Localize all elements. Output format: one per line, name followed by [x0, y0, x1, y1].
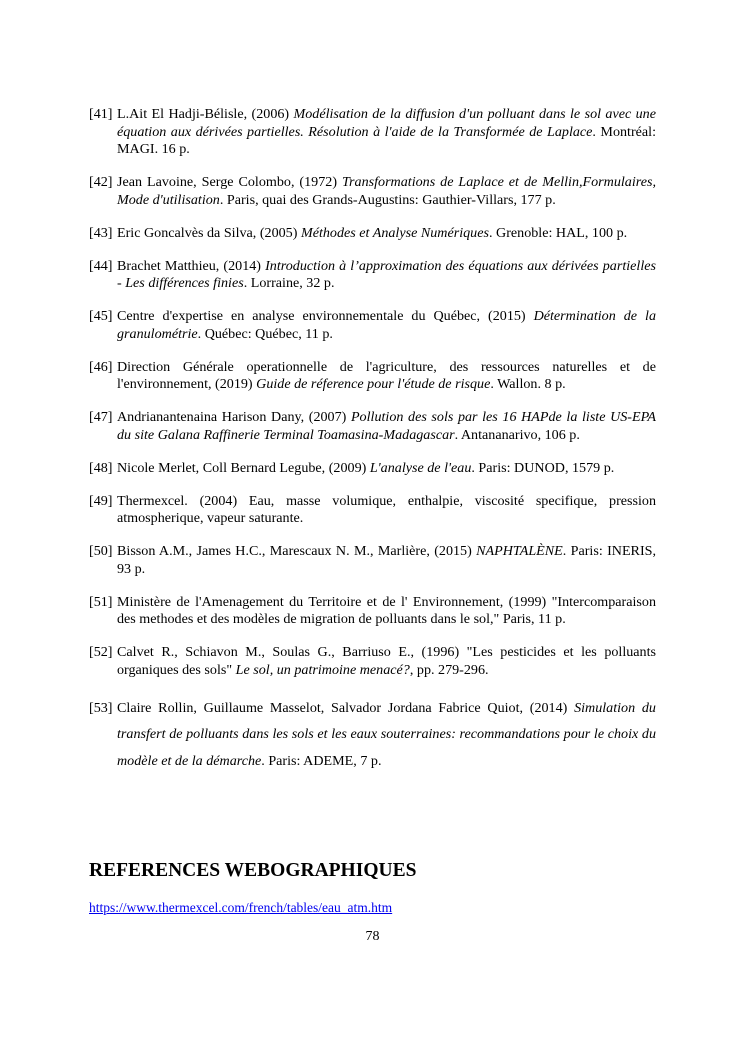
- reference-number: [48]: [89, 459, 113, 476]
- reference-number: [44]: [89, 257, 113, 274]
- reference-number: [41]: [89, 106, 113, 122]
- reference-text: Andrianantenaina Harison Dany, (2007) Pollution des sols par les 16 HAPde la liste US-EPA du site Galana Raffinerie Terminal Toamasina-Madagascar. Antananarivo, 106 p.: [117, 409, 657, 443]
- reference-item: [89, 493, 656, 528]
- reference-number: [49]: [89, 492, 113, 509]
- reference-item: [89, 258, 656, 293]
- reference-text: Direction Générale operationnelle de l'agriculture, des ressources naturelles et de l'environnement, (2019) Guide de réference pour l'étude de risque. Wallon. 8 p.: [117, 358, 656, 392]
- reference-number: [45]: [89, 308, 113, 324]
- reference-item: [89, 695, 656, 775]
- reference-item: [89, 594, 656, 629]
- reference-text: Brachet Matthieu, (2014) Introduction à l’approximation des équations aux dérivées partielles - Les différences finies. Lorraine, 32 p.: [117, 257, 656, 291]
- reference-text: L.Ait El Hadji-Bélisle, (2006) Modélisation de la diffusion d'un polluant dans le sol avec une équation aux dérivées partielles. Résolution à l'aide de la Transformée de Laplace. Montréal: MAGI. 16 p.: [117, 106, 657, 157]
- reference-text: Calvet R., Schiavon M., Soulas G., Barriuso E., (1996) "Les pesticides et les polluants organiques des sols" Le sol, un patrimoine menacé?, pp. 279-296.: [117, 644, 656, 678]
- reference-text: Thermexcel. (2004) Eau, masse volumique, enthalpie, viscosité specifique, pression atmospherique, vapeur saturante.: [117, 492, 656, 526]
- reference-text: Jean Lavoine, Serge Colombo, (1972) Transformations de Laplace et de Mellin,Formulaires, Mode d'utilisation. Paris, quai des Grands-Augustins: Gauthier-Villars, 177 p.: [117, 174, 656, 208]
- reference-item: [89, 409, 656, 444]
- reference-item: [89, 106, 656, 159]
- page-number: 78: [365, 929, 380, 944]
- reference-item: [89, 460, 656, 478]
- web-reference-link[interactable]: https://www.thermexcel.com/french/tables/eau_atm.htm: [89, 900, 393, 915]
- reference-item: [89, 359, 656, 394]
- reference-text: Eric Goncalvès da Silva, (2005) Méthodes et Analyse Numériques. Grenoble: HAL, 100 p.: [117, 224, 628, 241]
- reference-number: [52]: [89, 644, 113, 660]
- reference-number: [43]: [89, 224, 113, 241]
- section-title: REFERENCES WEBOGRAPHIQUES: [89, 860, 417, 881]
- reference-text: Claire Rollin, Guillaume Masselot, Salvador Jordana Fabrice Quiot, (2014) Simulation du transfert de polluants dans les sols et les eaux souterraines: recommandations pour le choix du modèle et de la démarche. Paris: ADEME, 7 p.: [117, 699, 656, 769]
- reference-text: Bisson A.M., James H.C., Marescaux N. M., Marlière, (2015) NAPHTALÈNE. Paris: INERIS, 93 p.: [117, 543, 657, 577]
- reference-number: [42]: [89, 174, 113, 190]
- reference-number: [46]: [89, 358, 113, 375]
- reference-text: Centre d'expertise en analyse environnementale du Québec, (2015) Détermination de la granulométrie. Québec: Québec, 11 p.: [117, 308, 656, 342]
- reference-text: Nicole Merlet, Coll Bernard Legube, (2009) L'analyse de l'eau. Paris: DUNOD, 1579 p.: [117, 459, 615, 476]
- reference-item: [89, 174, 656, 209]
- reference-number: [50]: [89, 543, 113, 559]
- reference-item: [89, 308, 656, 343]
- reference-number: [51]: [89, 593, 113, 610]
- reference-list: [89, 106, 656, 790]
- reference-item: [89, 543, 656, 578]
- reference-item: [89, 225, 656, 243]
- reference-item: [89, 644, 656, 679]
- reference-number: [53]: [89, 699, 113, 716]
- reference-text: Ministère de l'Amenagement du Territoire et de l' Environnement, (1999) "Intercomparaison des methodes et des modèles de migration de polluants dans le sol," Paris, 11 p.: [117, 593, 656, 627]
- reference-number: [47]: [89, 409, 113, 425]
